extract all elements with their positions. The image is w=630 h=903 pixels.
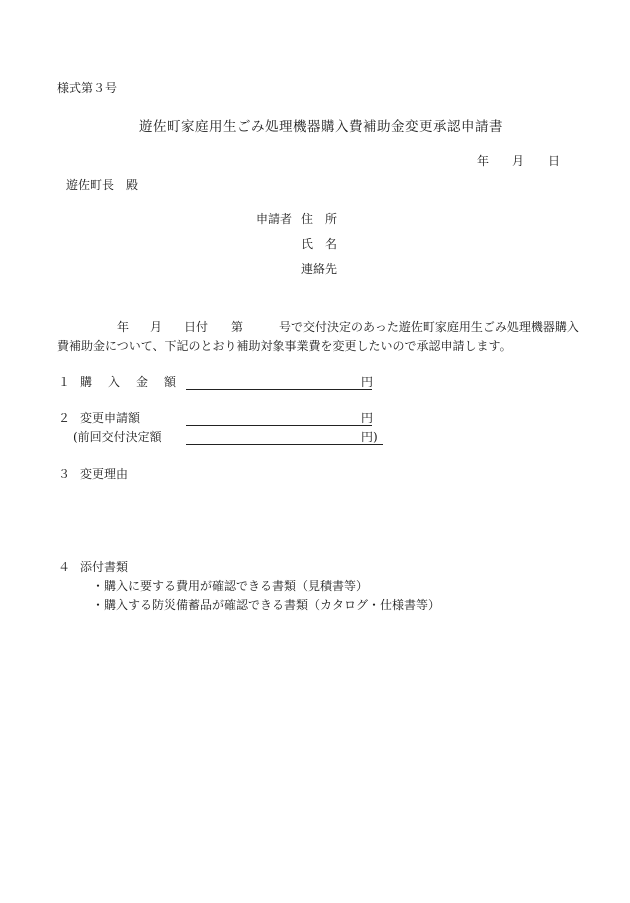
date-day: 日 <box>548 154 561 168</box>
body-line1: 号で交付決定のあった遊佐町家庭用生ごみ処理機器購入 <box>279 320 579 334</box>
body-line2: 費補助金について、下記のとおり補助対象事業費を変更したいので承認申請します。 <box>57 339 512 353</box>
item4-bullet-1: ・購入に要する費用が確認できる書類（見積書等） <box>92 579 369 593</box>
item2-amount-line <box>186 411 372 426</box>
date-year: 年 <box>477 154 490 168</box>
item2-sub-amount-line <box>186 430 383 445</box>
ref-month: 月 <box>150 320 163 334</box>
item3-label: 変更理由 <box>80 467 129 481</box>
applicant-label: 申請者 <box>256 212 293 226</box>
item1-unit: 円 <box>361 375 374 389</box>
item1-number: １ <box>58 375 71 389</box>
item2-unit: 円 <box>361 411 374 425</box>
address-label: 住 所 <box>301 212 338 226</box>
document-title: 遊佐町家庭用生ごみ処理機器購入費補助金変更承認申請書 <box>139 119 503 135</box>
item4-number: ４ <box>58 560 71 574</box>
item2-label: 変更申請額 <box>80 411 141 425</box>
name-label: 氏 名 <box>301 237 338 251</box>
ref-day: 日付 <box>184 320 209 334</box>
date-month: 月 <box>512 154 525 168</box>
item4-label: 添付書類 <box>80 560 129 574</box>
item2-sub-label: (前回交付決定額 <box>73 430 162 444</box>
ref-year: 年 <box>117 320 130 334</box>
item2-sub-unit: 円) <box>361 430 378 444</box>
item2-number: ２ <box>58 411 71 425</box>
item1-amount-line <box>186 375 372 390</box>
item4-bullet-2: ・購入する防災備蓄品が確認できる書類（カタログ・仕様書等） <box>92 598 441 612</box>
contact-label: 連絡先 <box>301 262 338 276</box>
item1-label: 購入金額 <box>80 375 193 389</box>
addressee: 遊佐町長 殿 <box>66 178 139 192</box>
form-number: 様式第３号 <box>57 81 118 95</box>
ref-number-prefix: 第 <box>231 320 244 334</box>
item3-number: ３ <box>58 467 71 481</box>
